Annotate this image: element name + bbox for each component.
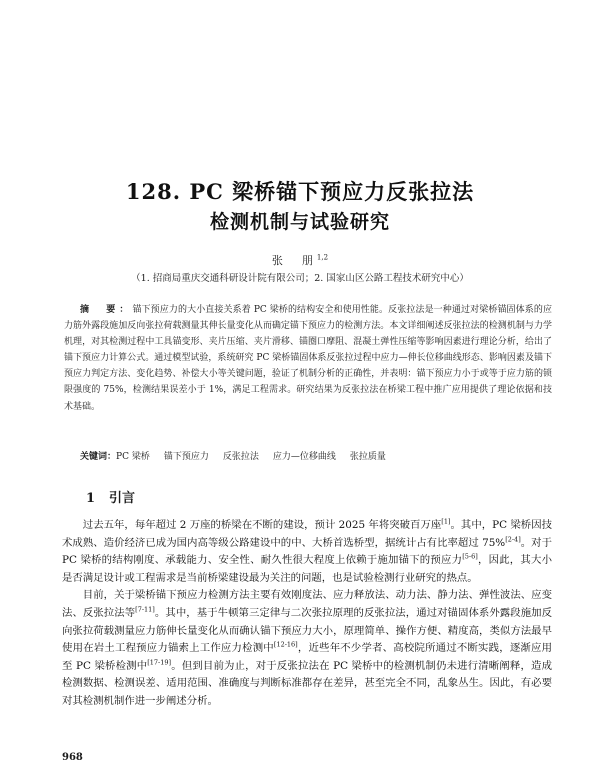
paragraph (62, 587, 552, 710)
keyword: 锚下预应力 (163, 452, 209, 462)
paper-title-line1: 128. PC 梁桥锚下预应力反张拉法 (125, 179, 475, 204)
paragraph-text: 。其中，基于牛顿第三定律与二次张拉原理的反张拉法，通过对锚固体系外露段施加反向张拉荷载测量应力筋伸长量变化从而确认锚下预应力大小，原理简单、操作方便、精度高，类似方法最早使用在岩土工程预应力锚索上工作应力检测中 (62, 606, 553, 655)
citation: [7-11] (135, 605, 155, 614)
author (0, 252, 600, 268)
citation: [2-4] (505, 535, 521, 544)
section-title: 引言 (109, 491, 136, 506)
abstract-label: 摘 要： (80, 305, 133, 315)
abstract (64, 302, 552, 415)
paragraph (62, 517, 552, 587)
keywords-label: 关键词： (80, 452, 117, 462)
paragraph-text: 。对于 PC 梁桥的结构刚度、承载能力、安全性、耐久性很大程度上依赖于施加锚下的预应力 (62, 536, 552, 567)
paper-title-line2: 检测机制与试验研究 (209, 211, 390, 233)
paragraph-text: 过去五年，每年超过 2 万座的桥梁在不断的建设，预计 2025 年将突破百万座 (82, 519, 442, 531)
keyword: PC 梁桥 (116, 452, 150, 462)
abstract-text: 锚下预应力的大小直接关系着 PC 梁桥的结构安全和使用性能。反张拉法是一种通过对梁桥锚固体系的应力筋外露段施加反向张拉荷载测量其伸长量变化从而确定锚下预应力的检测方法。本文详细阐述反张拉法的检测机制与力学机理，对其检测过程中工具锚变形、夹片压缩、夹片滑移、锚圈口摩阻、混凝土弹性压缩等影响因素进行理论分析，给出了锚下预应力计算公式。通过模型试验，系统研究 PC 梁桥锚固体系反张拉过程中应力—伸长位移曲线形态、影响因素及锚下预应力判定方法、变化趋势、补偿大小等关键问题，验证了机制分析的正确性，并表明：锚下预应力小于或等于应力筋的锁限强度的 75%，检测结果误差小于 1%，满足工程需求。研究结果为反张拉法在桥梁工程中推广应用提供了理论依据和技术基础。 (64, 305, 552, 412)
keyword: 反张拉法 (222, 452, 259, 462)
affiliation: （1. 招商局重庆交通科研设计院有限公司；2. 国家山区公路工程技术研究中心） (131, 273, 469, 284)
page-number: 968 (62, 752, 83, 763)
citation: [17-19] (147, 658, 172, 667)
citation: [1] (441, 517, 451, 526)
paragraph-text: ，因此，其大小是否满足设计或工程需求是当前桥梁建设最为关注的问题，也是试验检测行业研究的热点。 (62, 554, 552, 584)
body-text (62, 517, 552, 711)
keywords (80, 449, 550, 462)
citation: [5-6] (462, 552, 478, 561)
keyword: 应力—位移曲线 (272, 452, 336, 462)
section-heading (86, 487, 135, 506)
paragraph-text: 。其中，PC 梁桥因技术成熟、造价经济已成为国内高等级公路建设中的中、大桥首选桥型，据统计占有比率超过 75% (62, 519, 552, 549)
paragraph-text: 目前，关于梁桥锚下预应力检测方法主要有效刚度法、应力释放法、动力法、静力法、弹性波法、应变法、反张拉法等 (62, 589, 552, 619)
author-name: 张 朋 (271, 254, 317, 267)
paragraph-text: 。但到目前为止，对于反张拉法在 PC 梁桥中的检测机制仍未进行清晰阐释，造成检测数据、检测误差、适用范围、准确度与判断标准都存在差异，甚至完全不同，乱象丛生。因此，有必要对其检测机制作进一步阐述分析。 (62, 659, 552, 707)
author-affiliation-marker: 1,2 (316, 253, 329, 262)
citation: [12-16] (273, 640, 298, 649)
section-number: 1 (86, 491, 96, 506)
keyword: 张拉质量 (349, 452, 386, 462)
paragraph-text: ，近些年不少学者、高校院所通过不断实践，逐渐应用至 PC 梁桥检测中 (62, 642, 553, 672)
